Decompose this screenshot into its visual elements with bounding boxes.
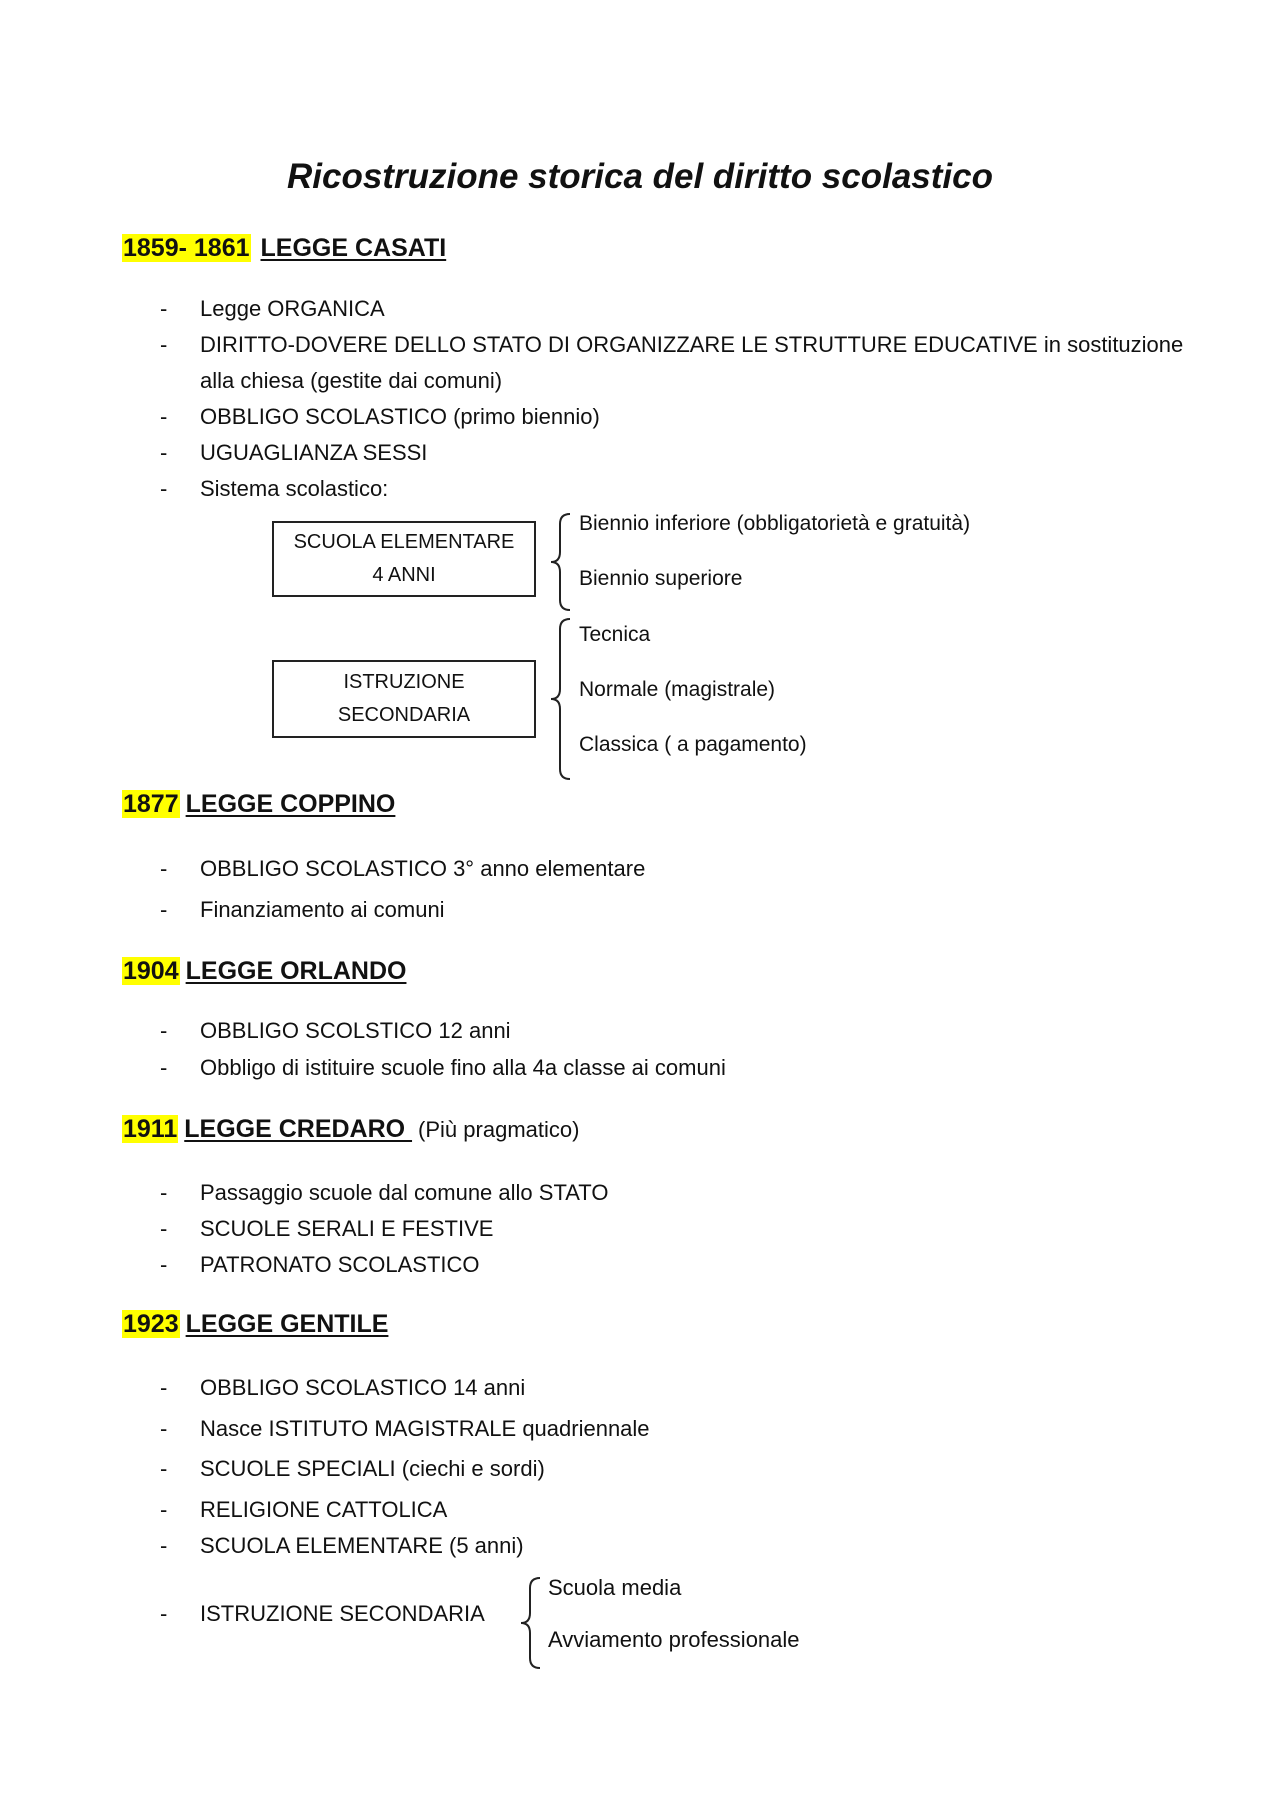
sub-item: Normale (magistrale) (579, 678, 776, 701)
year-highlight: 1859- 1861 (123, 234, 250, 262)
curly-brace-icon (518, 1576, 544, 1670)
curly-brace-icon (548, 512, 574, 612)
law-title: LEGGE CASATI (260, 234, 447, 262)
section-heading-casati (122, 232, 446, 264)
sub-item: Scuola media (548, 1575, 682, 1600)
list-item: - PATRONATO SCOLASTICO (160, 1252, 480, 1277)
sub-item: Biennio inferiore (obbligatorietà e gratuità) (579, 512, 971, 535)
sub-item: Tecnica (579, 623, 651, 646)
list-item: - RELIGIONE CATTOLICA (160, 1497, 448, 1522)
list-item: - Sistema scolastico: (160, 476, 389, 501)
year-highlight: 1923 (123, 1310, 179, 1338)
list-item: - SCUOLE SPECIALI (ciechi e sordi) (160, 1456, 545, 1481)
section-heading-coppino (122, 788, 395, 820)
year-highlight: 1877 (123, 790, 179, 818)
law-title: LEGGE GENTILE (185, 1310, 389, 1338)
year-highlight: 1911 (123, 1115, 178, 1143)
list-item: - ISTRUZIONE SECONDARIA (160, 1601, 485, 1626)
list-item: - SCUOLA ELEMENTARE (5 anni) (160, 1533, 524, 1558)
list-item: - DIRITTO-DOVERE DELLO STATO DI ORGANIZZARE LE STRUTTURE EDUCATIVE in sostituzione alla chiesa (gestite dai comuni) (160, 332, 1184, 393)
list-item: - OBBLIGO SCOLASTICO 14 anni (160, 1375, 526, 1400)
list-item: - OBBLIGO SCOLASTICO (primo biennio) (160, 404, 600, 429)
list-item: - UGUAGLIANZA SESSI (160, 440, 428, 465)
section-heading-credaro (122, 1113, 579, 1146)
law-note: (Più pragmatico) (418, 1117, 580, 1142)
sub-item: Classica ( a pagamento) (579, 733, 807, 756)
year-highlight: 1904 (123, 957, 179, 985)
sub-item: Avviamento professionale (548, 1627, 800, 1652)
list-item: - Legge ORGANICA (160, 296, 385, 321)
page-title: Ricostruzione storica del diritto scolastico (287, 157, 993, 196)
list-item: - Nasce ISTITUTO MAGISTRALE quadriennale (160, 1416, 650, 1441)
law-title: LEGGE ORLANDO (185, 957, 407, 985)
section-heading-gentile (122, 1308, 388, 1340)
list-item: - SCUOLE SERALI E FESTIVE (160, 1216, 494, 1241)
list-item: - OBBLIGO SCOLASTICO 3° anno elementare (160, 856, 646, 881)
sub-item: Biennio superiore (579, 567, 743, 590)
law-title: LEGGE CREDARO (184, 1115, 413, 1143)
list-item: - Obbligo di istituire scuole fino alla 4a classe ai comuni (160, 1055, 726, 1080)
curly-brace-icon (548, 617, 574, 781)
list-item: - Finanziamento ai comuni (160, 897, 445, 922)
list-item: - OBBLIGO SCOLSTICO 12 anni (160, 1018, 511, 1043)
law-title: LEGGE COPPINO (185, 790, 396, 818)
list-item: - Passaggio scuole dal comune allo STATO (160, 1180, 609, 1205)
box-istruzione-secondaria: ISTRUZIONE SECONDARIA (272, 660, 536, 738)
box-scuola-elementare: SCUOLA ELEMENTARE 4 ANNI (272, 521, 536, 597)
section-heading-orlando (122, 955, 406, 987)
